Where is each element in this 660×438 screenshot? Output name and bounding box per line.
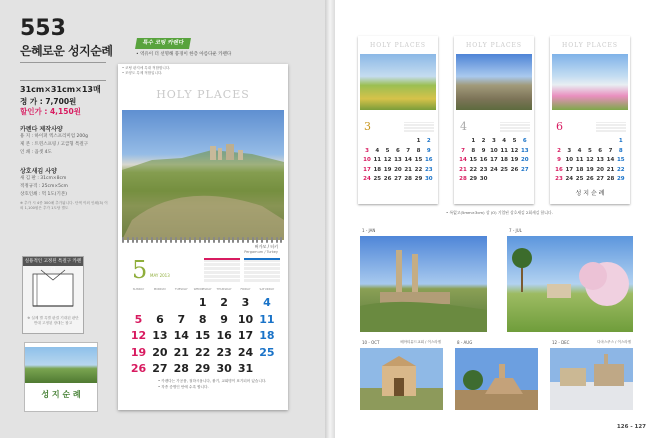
date-cell: 10 [237, 312, 254, 326]
print-heading: 상호새김 사양 [20, 168, 57, 175]
spiral-ring [223, 237, 225, 243]
print-note: ※ 추가 시 4종 300매 추가됩니다. 단색 이외 인쇄(3) 이외 1,100원은 추가 1도당 별도 [20, 201, 108, 210]
date-cell: 15 [195, 329, 211, 342]
date-cell: 23 [216, 345, 232, 359]
spiral-ring [175, 237, 177, 243]
mini-date-cell: 3 [491, 138, 496, 144]
weekday-row [128, 287, 278, 293]
mini-date-cell: 28 [459, 176, 467, 183]
date-cell: 14 [173, 329, 189, 342]
spiral-ring [141, 237, 143, 243]
date-cell: 8 [198, 312, 207, 326]
mini-date-cell: 3 [567, 147, 572, 154]
product-code: 553 [20, 16, 66, 41]
date-cell: 19 [130, 345, 147, 359]
print-row: 새 김 판 : 31cm×8cm [20, 176, 67, 181]
gallery-label: 7 - JUL [509, 228, 522, 233]
spiral-ring [266, 237, 268, 243]
mini-date-cell: 4 [502, 138, 507, 144]
spiral-ring [218, 237, 220, 243]
spec-row: 제 본 : 트윈스프링 / 고급형 특걸구 [20, 142, 89, 147]
date-cell: 21 [173, 345, 189, 359]
mini-date-cell: 30 [424, 176, 433, 183]
date-cell: 2 [220, 296, 228, 309]
spec-row: 인 쇄 : 옵셋 4도 [20, 150, 52, 155]
product-sale-price: 할인가 : 4,150원 [20, 107, 81, 116]
calendar-photo [122, 110, 284, 240]
weekday-label: THURSDAY [216, 287, 232, 291]
mini-date-cell: 9 [481, 147, 486, 154]
mini-date-cell: 13 [394, 157, 402, 164]
mini-preview [596, 122, 626, 132]
sample-caption: ※ 실제 별 특별 판결 기대된 판단 반대 고정된 장대는 참고 [27, 316, 79, 325]
spiral-ring [156, 237, 158, 243]
mini-date-cell: 17 [490, 157, 498, 164]
date-cell: 5 [134, 312, 143, 326]
mini-photo [456, 54, 532, 110]
mini-date-cell: 20 [596, 166, 605, 173]
mini-date-cell: 12 [383, 157, 392, 164]
hanger-sample-box [22, 256, 84, 334]
month-sub: MAY 2013 [150, 273, 170, 278]
preview-month-next [244, 258, 280, 282]
date-cell: 13 [152, 329, 168, 342]
mini-calendar [358, 36, 438, 204]
weekday-label: FRIDAY [240, 287, 251, 291]
mini-date-cell: 22 [469, 166, 478, 173]
gallery-photo-dec [550, 340, 633, 410]
gallery-label: 1 - JAN [362, 228, 376, 233]
product-size: 31cm×31cm×13매 [20, 85, 101, 94]
calendar-banner: HOLY PLACES [156, 88, 250, 101]
mini-date-cell: 19 [383, 166, 392, 173]
date-cell: 12 [130, 329, 147, 342]
mini-month-number: 3 [364, 120, 371, 133]
mini-date-cell: 6 [395, 147, 400, 154]
date-cell: 3 [241, 296, 250, 309]
date-cell: 29 [195, 362, 211, 375]
date-cell: 26 [130, 362, 147, 375]
mini-date-cell: 23 [555, 176, 563, 183]
spiral-ring [228, 237, 230, 243]
gallery-label: 10 - OCT [362, 340, 380, 345]
mini-date-cell: 18 [373, 166, 382, 173]
spiral-ring [204, 237, 206, 243]
mini-date-cell: 24 [565, 176, 574, 183]
spec-heading: 카렌다 제작사양 [20, 126, 63, 133]
mini-photo [552, 54, 628, 110]
mini-date-cell: 28 [404, 176, 413, 183]
mini-date-cell: 6 [522, 138, 527, 144]
mini-date-cell: 2 [426, 138, 431, 144]
mini-date-cell: 30 [479, 176, 488, 183]
mini-calendar [454, 36, 534, 204]
mini-date-cell: 2 [481, 138, 486, 144]
mini-date-cell: 29 [414, 176, 423, 183]
spiral-ring [237, 237, 239, 243]
date-cell: 31 [237, 362, 254, 375]
spiral-ring [127, 237, 129, 243]
mini-date-cell: 25 [500, 166, 509, 173]
mini-date-cell: 4 [577, 147, 582, 154]
spiral-ring [276, 237, 278, 243]
mini-date-cell: 25 [575, 176, 584, 183]
tiny-note: • 코팅 판지에 특대 적합합니다. [122, 66, 171, 70]
mini-date-cell: 24 [490, 166, 498, 173]
mini-date-cell: 8 [416, 147, 421, 154]
print-row: 상호인쇄 : 먹 1도(기본) [20, 192, 67, 197]
mini-date-cell: 21 [606, 166, 615, 173]
mini-banner: HOLY PLACES [561, 42, 619, 49]
mini-banner: HOLY PLACES [369, 42, 427, 49]
mini-date-cell: 16 [555, 166, 563, 173]
title-divider [20, 62, 106, 63]
mini-preview [404, 122, 434, 132]
weekday-label: SATURDAY [259, 287, 275, 291]
weekday-label: SUNDAY [132, 287, 145, 291]
date-cell: 16 [216, 329, 232, 342]
mini-logo: 성 지 순 례 [575, 190, 605, 197]
mini-date-cell: 23 [424, 166, 433, 173]
main-calendar [118, 64, 288, 410]
spiral-ring [247, 237, 249, 243]
mini-date-cell: 14 [459, 157, 467, 164]
calendar-bullets [158, 378, 266, 390]
date-cell: 18 [259, 329, 275, 342]
mini-date-cell: 20 [394, 166, 402, 173]
mini-date-cell: 1 [618, 138, 623, 144]
gallery-photo-oct [360, 340, 443, 410]
mini-date-cell: 10 [490, 147, 498, 154]
photo-caption-main: 버가모 / 터키 [254, 244, 278, 249]
mini-date-cell: 24 [363, 176, 371, 183]
mini-date-cell: 28 [606, 176, 615, 183]
month-number: 5 [132, 256, 148, 284]
date-cell: 22 [195, 345, 211, 359]
mini-date-cell: 14 [404, 157, 413, 164]
date-cell: 27 [152, 362, 168, 375]
mini-date-cell: 21 [404, 166, 413, 173]
size-divider [20, 80, 106, 81]
date-cell: 20 [152, 345, 168, 359]
mini-date-cell: 12 [586, 157, 594, 164]
gallery-photo-jan [360, 228, 487, 332]
product-title: 은혜로운 성지순례 [20, 44, 113, 58]
tiny-note: • 모양도 특제 적합입니다. [122, 71, 163, 75]
mini-date-cell: 15 [616, 157, 625, 164]
coating-tagline: • 역유이 더 선명해 풍경이 한층 아름다운 카렌다 [136, 52, 232, 57]
preview-month-prev [204, 258, 240, 282]
product-price: 정 가 : 7,700원 [20, 97, 77, 106]
gallery-photo-aug [455, 340, 538, 410]
mini-date-cell: 1 [416, 138, 421, 144]
mini-date-cell: 22 [414, 166, 423, 173]
mini-date-cell: 11 [575, 157, 584, 164]
date-cell: 11 [259, 312, 275, 326]
spiral-ring [165, 237, 167, 243]
mini-date-cell: 26 [510, 166, 519, 173]
page-gutter [325, 0, 335, 438]
mini-photo [360, 54, 436, 110]
mini-date-cell: 12 [510, 147, 519, 154]
mini-date-cell: 13 [520, 147, 529, 154]
cover-thumbnail [24, 342, 98, 412]
mini-date-cell: 1 [471, 138, 476, 144]
gallery-photo-jul [507, 228, 633, 332]
date-cell: 24 [237, 345, 254, 359]
mini-date-cell: 5 [587, 147, 592, 154]
thumbnail-logo: 성 지 순 례 [41, 389, 81, 399]
mini-preview [500, 122, 530, 132]
spec-row: 용 지 : 하이퍼 엑스프리미엄 200g [20, 134, 88, 139]
mini-date-cell: 8 [618, 147, 623, 154]
date-cell: 1 [198, 296, 207, 309]
mini-date-cell: 9 [426, 147, 431, 154]
spiral-ring [213, 237, 215, 243]
print-list [20, 175, 68, 199]
weekday-label: WEDNESDAY [193, 287, 212, 291]
mini-date-cell: 10 [363, 157, 371, 164]
mini-caption: • 특없고(5mm×3cm) 상 (O) 기업된 상호새김 2회새김 합니다. [446, 210, 553, 215]
date-cell: 28 [173, 362, 189, 375]
weekday-label: TUESDAY [174, 287, 188, 291]
date-cell: 30 [216, 362, 232, 375]
mini-month-number: 6 [556, 120, 563, 133]
page-numbers: 126 - 127 [616, 424, 646, 430]
mini-date-cell: 26 [586, 176, 594, 183]
mini-date-cell: 27 [596, 176, 605, 183]
weekday-label: MONDAY [153, 287, 166, 291]
mini-date-cell: 22 [616, 166, 625, 173]
gallery-label: 12 - DEC [552, 340, 570, 345]
spiral-ring [132, 237, 134, 243]
date-cell: 6 [156, 312, 164, 326]
gallery-caption: 베아티튜드교회 / 이스라엘 [400, 340, 441, 344]
spiral-ring [170, 237, 172, 243]
mini-month-number: 4 [460, 120, 467, 133]
spiral-ring [271, 237, 273, 243]
gallery-caption: 다마스쿠스 / 이스라엘 [597, 340, 631, 344]
mini-date-cell: 15 [469, 157, 478, 164]
coating-badge: 특수 코팅 카렌다 [135, 38, 191, 49]
mini-date-cell: 9 [557, 157, 561, 164]
mini-date-cell: 18 [500, 157, 509, 164]
date-cell: 7 [177, 312, 186, 326]
mini-date-cell: 13 [596, 157, 605, 164]
mini-date-cell: 5 [385, 147, 390, 154]
mini-date-cell: 25 [373, 176, 382, 183]
mini-date-cell: 7 [461, 147, 465, 154]
mini-date-cell: 7 [608, 147, 613, 154]
spiral-ring [180, 237, 182, 243]
mini-date-cell: 26 [383, 176, 392, 183]
mini-date-cell: 16 [424, 157, 433, 164]
spiral-ring [242, 237, 244, 243]
spiral-ring [122, 237, 124, 243]
mini-date-cell: 15 [414, 157, 423, 164]
spiral-ring [252, 237, 254, 243]
spiral-ring [151, 237, 153, 243]
mini-date-cell: 14 [606, 157, 615, 164]
calendar-bullet: • 카렌다는 가공품, 절하시옵니다, 불기, 교회명이 표기되어 있습니다. [158, 379, 267, 383]
mini-date-cell: 20 [520, 157, 529, 164]
sample-header: 실용적인 고정된 특걸구 카렌다 [24, 259, 82, 273]
photo-caption [244, 244, 278, 254]
gallery-label: 8 - AUG [457, 340, 473, 345]
mini-date-cell: 2 [557, 147, 561, 154]
mini-calendar [550, 36, 630, 204]
thumbnail-photo [25, 347, 97, 383]
mini-date-cell: 29 [616, 176, 625, 183]
mini-date-cell: 16 [479, 157, 488, 164]
preview-months [204, 258, 280, 284]
date-cell: 9 [220, 312, 228, 326]
spiral-ring [189, 237, 191, 243]
mini-date-cell: 7 [406, 147, 411, 154]
calendar-bullet: • 각종 증명인 안에 수록 합니다. [158, 385, 209, 389]
date-cell: 17 [237, 329, 254, 342]
mini-date-cell: 4 [375, 147, 380, 154]
print-row: 적정규격 : 25cm×5cm [20, 184, 68, 189]
mini-date-cell: 19 [586, 166, 594, 173]
mini-date-cell: 17 [565, 166, 574, 173]
spiral-ring [146, 237, 148, 243]
spiral-ring [199, 237, 201, 243]
mini-date-cell: 27 [520, 166, 529, 173]
date-cell: 4 [263, 296, 271, 309]
mini-date-cell: 19 [510, 157, 519, 164]
mini-date-cell: 29 [469, 176, 478, 183]
mini-date-cell: 3 [365, 147, 369, 154]
mini-date-cell: 27 [394, 176, 402, 183]
spiral-ring [261, 237, 263, 243]
spiral-ring [194, 237, 196, 243]
mini-date-cell: 23 [479, 166, 488, 173]
mini-date-cell: 17 [363, 166, 371, 173]
date-cell: 25 [259, 345, 275, 359]
mini-date-cell: 11 [500, 147, 509, 154]
mini-date-cell: 10 [565, 157, 574, 164]
hanger-illustration-icon [23, 266, 83, 312]
mini-date-cell: 6 [598, 147, 603, 154]
mini-date-cell: 8 [471, 147, 476, 154]
mini-date-cell: 21 [459, 166, 467, 173]
mini-date-cell: 11 [373, 157, 382, 164]
mini-banner: HOLY PLACES [465, 42, 523, 49]
tiny-notes [122, 66, 170, 76]
mini-date-cell: 5 [512, 138, 517, 144]
spec-list [20, 133, 88, 157]
mini-date-cell: 18 [575, 166, 584, 173]
photo-caption-sub: Pergamum / Turkey [244, 250, 278, 254]
